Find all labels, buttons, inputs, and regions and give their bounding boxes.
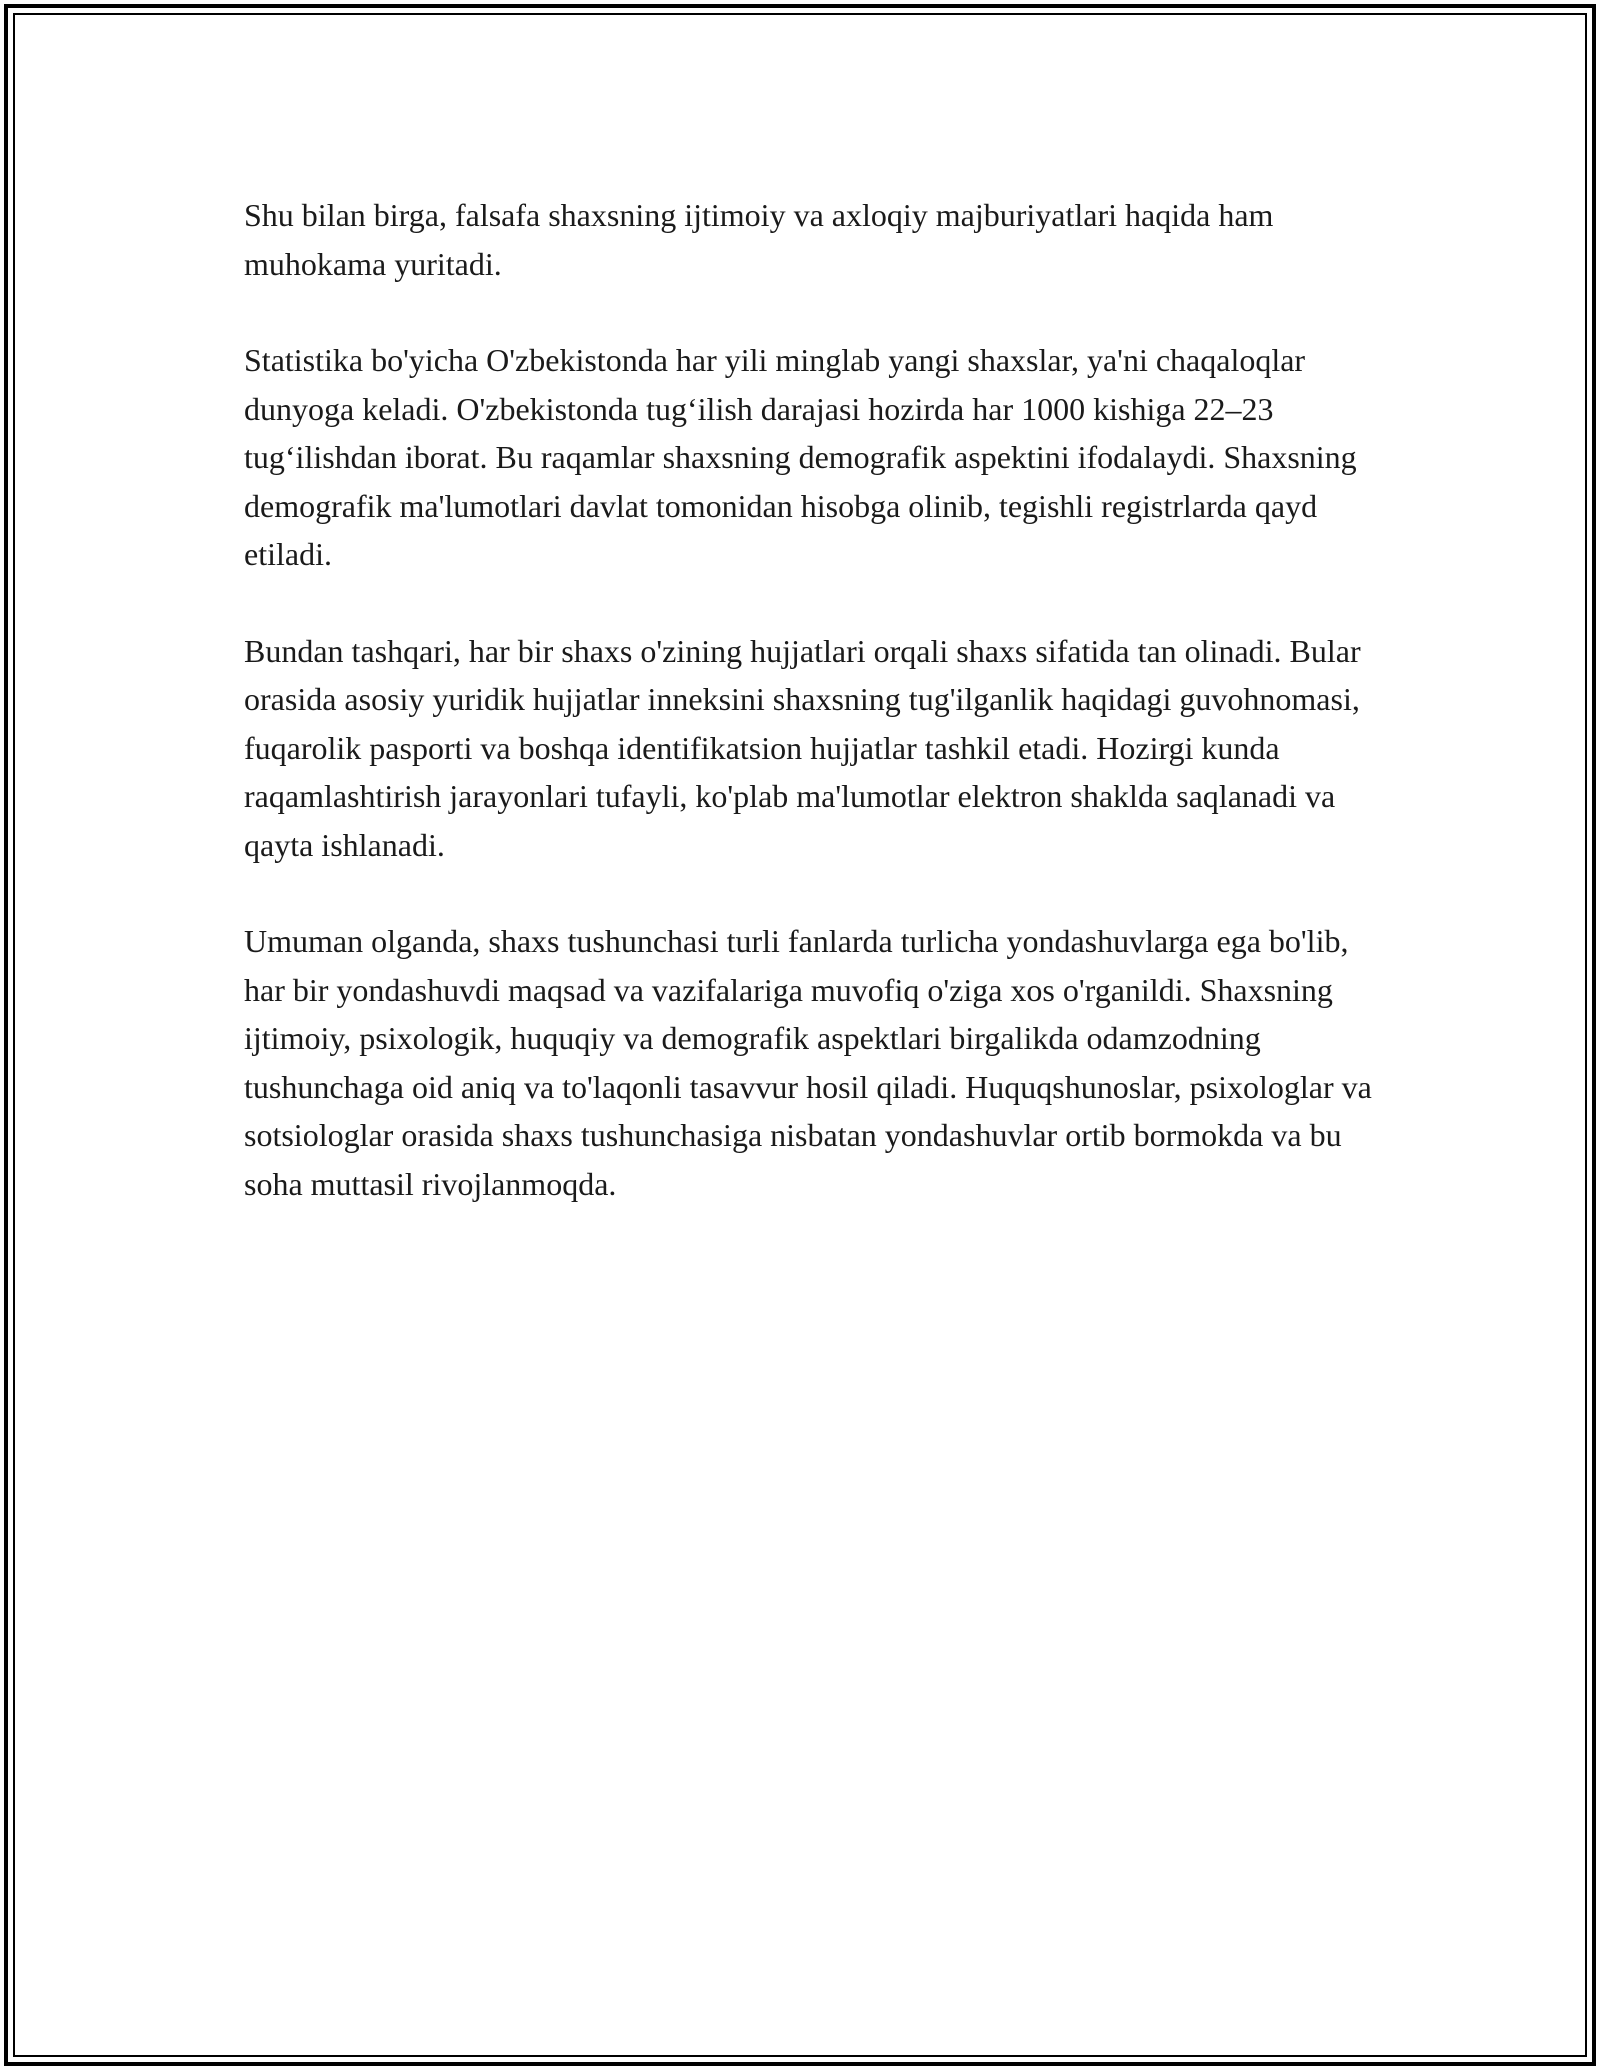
page-border bbox=[4, 4, 1596, 2066]
paragraph-1: Shu bilan birga, falsafa shaxsning ijtimoiy va axloqiy majburiyatlari haqida ham muhokama yuritadi. bbox=[244, 197, 1274, 282]
paragraph-2: Statistika bo'yicha O'zbekistonda har yili minglab yangi shaxslar, ya'ni chaqaloqlar dunyoga keladi. O'zbekistonda tug‘ilish darajasi hozirda har 1000 kishiga 22–23 tug‘ilishdan iborat. Bu raqamlar shaxsning demografik aspektini ifodalaydi. Shaxsning demografik ma'lumotlari davlat tomonidan hisobga olinib, tegishli registrlarda qayd etiladi. bbox=[244, 342, 1357, 572]
paragraph-3: Bundan tashqari, har bir shaxs o'zining hujjatlari orqali shaxs sifatida tan olinadi. Bular orasida asosiy yuridik hujjatlar inneksini shaxsning tug'ilganlik haqidagi guvohnomasi, fuqarolik pasporti va boshqa identifikatsion hujjatlar tashkil etadi. Hozirgi kunda raqamlashtirish jarayonlari tufayli, ko'plab ma'lumotlar elektron shakldа saqlanadi va qayta ishlanadi. bbox=[244, 632, 1361, 863]
paragraph-4: Umuman olganda, shaxs tushunchasi turli fanlarda turlicha yondashuvlarga ega bo'lib, har bir yondashuvdi maqsad va vazifalariga muvofiq o'ziga xos o'rganildi. Shaxsning ijtimoiy, psixologik, huquqiy va demografik aspektlari birgalikda odamzodning tushunchaga oid aniq va to'laqonli tasavvur hosil qiladi. Huquqshunoslar, psixologlar va sotsiologlar orasida shaxs tushunchasiga nisbatan yondashuvlar ortib bormokda va bu soha muttasil rivojlanmoqda. bbox=[244, 923, 1372, 1202]
document-body bbox=[244, 191, 1384, 1256]
